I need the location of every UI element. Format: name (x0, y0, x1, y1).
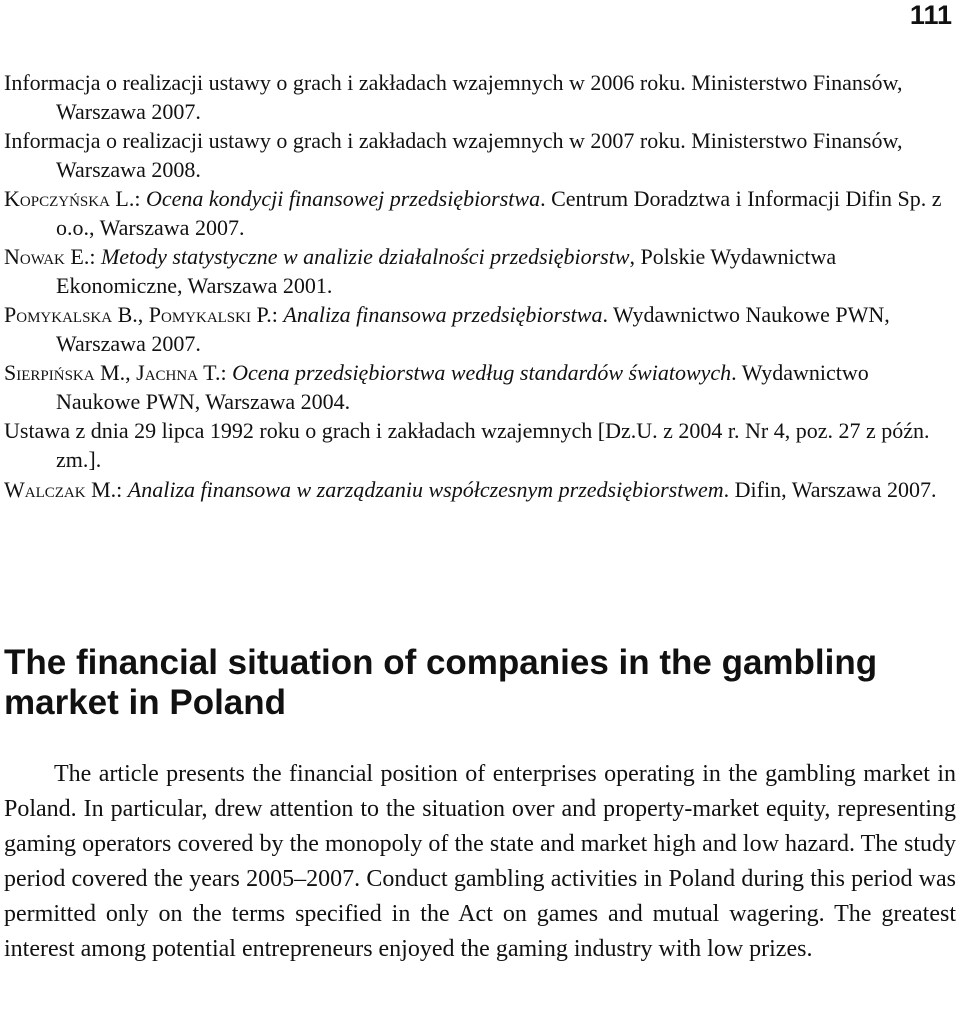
entry-author: Nowak E. (4, 244, 90, 269)
entry-title: Ocena przedsiębiorstwa według standardów światowych (232, 360, 732, 385)
bibliography-entry (4, 126, 954, 184)
article-title: The financial situation of companies in the gambling market in Poland (4, 643, 878, 722)
entry-publisher: . Wydawnictwo Naukowe PWN, Warszawa 2004. (56, 360, 869, 414)
entry-author: Kopczyńska L. (4, 186, 135, 211)
bibliography-entry (4, 300, 954, 358)
entry-title: Analiza finansowa przedsiębiorstwa (283, 302, 603, 327)
entry-separator: : (116, 477, 128, 502)
entry-title: Ocena kondycji finansowej przedsiębiorstwa (145, 186, 541, 211)
entry-publisher: . Wydawnictwo Naukowe PWN, Warszawa 2007. (56, 302, 890, 356)
bibliography-entry (4, 242, 954, 300)
entry-title: Metody statystyczne w analizie działalności przedsiębiorstw (100, 244, 630, 269)
entry-publisher: . Difin, Warszawa 2007. (723, 477, 937, 502)
article-abstract: The article presents the financial position of enterprises operating in the gambling market in Poland. In particular, drew attention to the situation over and property-market equity, representing gaming operators covered by the monopoly of the state and market high and low hazard. The study period covered the years 2005–2007. Conduct gambling activities in Poland during this period was permitted only on the terms specified in the Act on games and mutual wagering. The greatest interest among potential entrepreneurs enjoyed the gaming industry with low prizes. (4, 761, 956, 962)
bibliography-entry (4, 184, 954, 242)
bibliography-entry (4, 358, 954, 416)
bibliography-entry (4, 416, 954, 474)
entry-separator: : (89, 244, 101, 269)
bibliography-entry (4, 474, 954, 506)
entry-separator: : (134, 186, 146, 211)
entry-author: Walczak M. (4, 477, 117, 502)
entry-separator: : (220, 360, 233, 385)
entry-publisher: . Centrum Doradztwa i Informacji Difin Sp. z o.o., Warszawa 2007. (56, 186, 942, 240)
page-number: 111 (909, 0, 952, 30)
entry-text: Ustawa z dnia 29 lipca 1992 roku o grach i zakładach wzajemnych [Dz.U. z 2004 r. Nr 4, poz. 27 z późn. zm.]. (4, 418, 930, 472)
entry-author: Pomykalska B., Pomykalski P. (4, 302, 272, 327)
entry-text: Informacja o realizacji ustawy o grach i zakładach wzajemnych w 2007 roku. Ministerstwo Finansów, Warszawa 2008. (4, 128, 903, 182)
bibliography-list (4, 68, 954, 506)
entry-publisher: , Polskie Wydawnictwa Ekonomiczne, Warszawa 2001. (56, 244, 837, 298)
entry-text: Informacja o realizacji ustawy o grach i zakładach wzajemnych w 2006 roku. Ministerstwo Finansów, Warszawa 2007. (4, 70, 903, 124)
bibliography-entry (4, 68, 954, 126)
entry-separator: : (271, 302, 284, 327)
entry-title: Analiza finansowa w zarządzaniu współczesnym przedsiębiorstwem (127, 477, 724, 502)
entry-author: Sierpińska M., Jachna T. (4, 360, 221, 385)
